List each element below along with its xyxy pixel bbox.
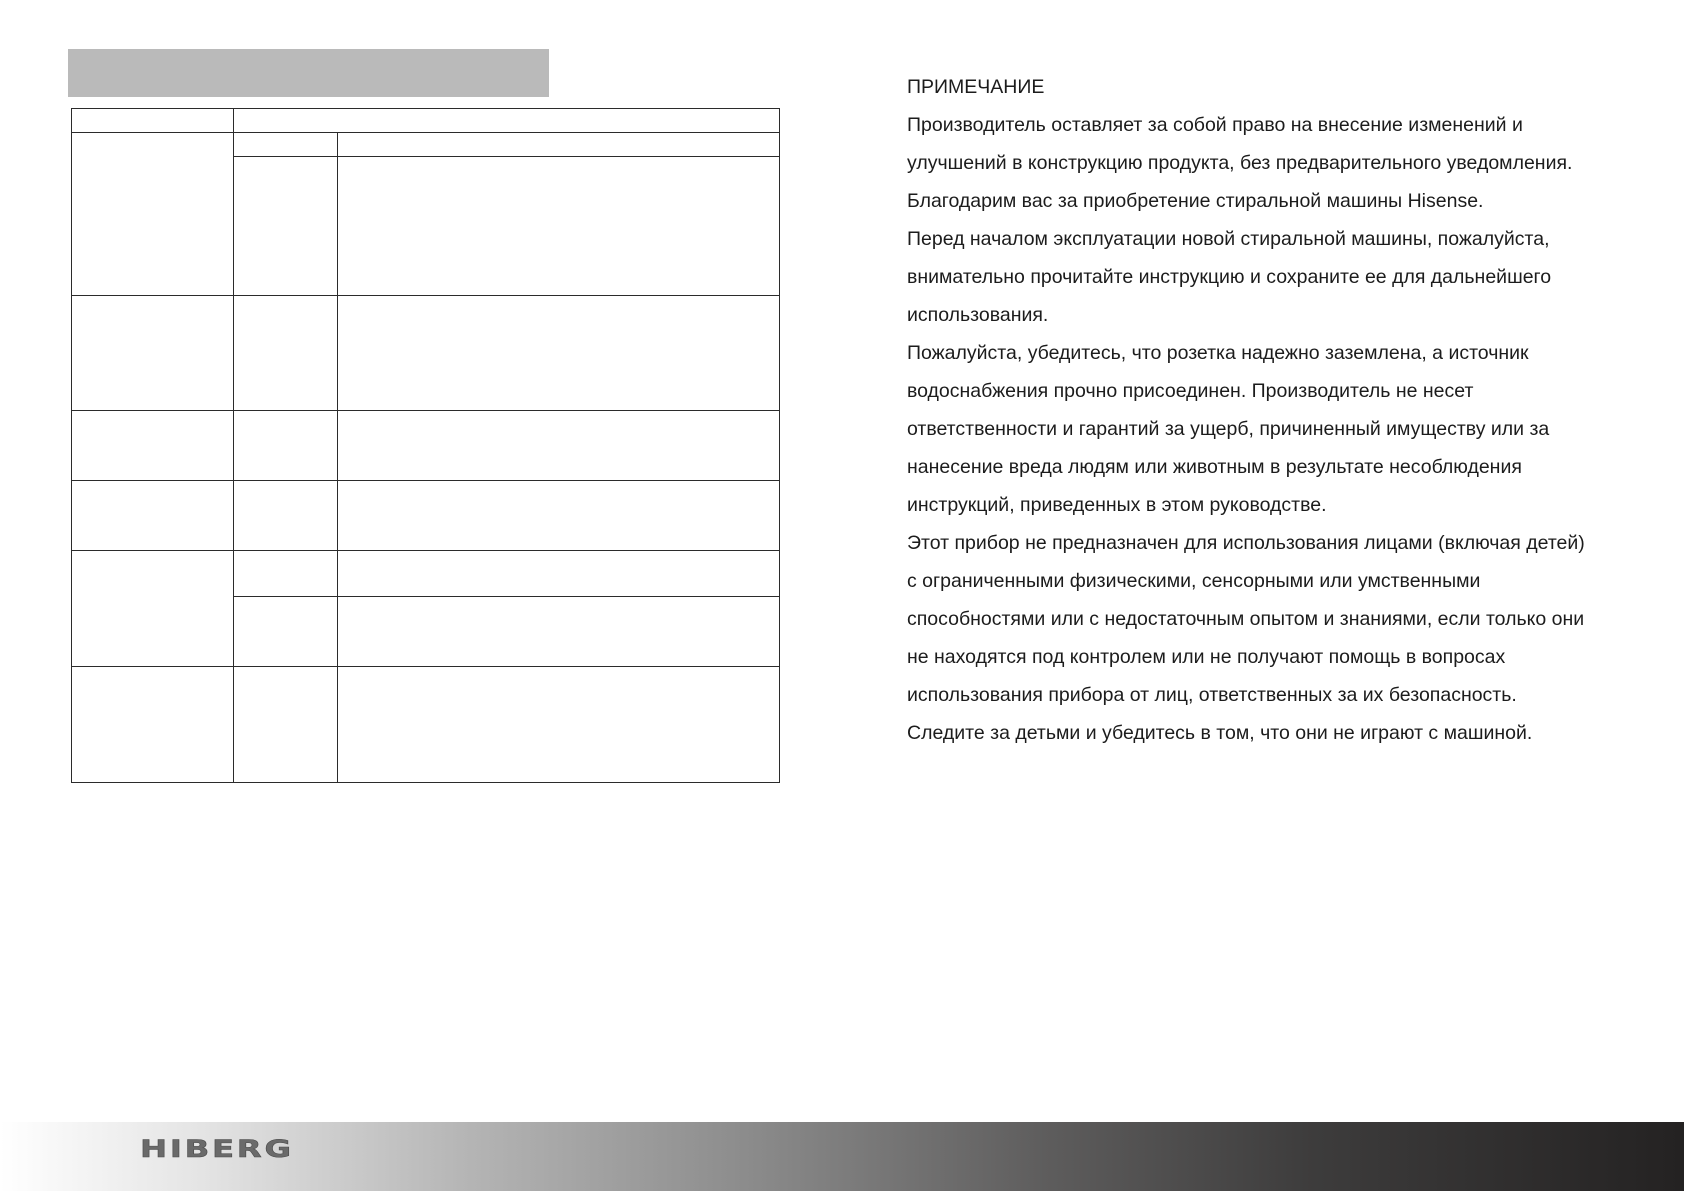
table-row — [72, 296, 780, 411]
table-row — [72, 667, 780, 783]
table-cell — [338, 597, 780, 667]
table-cell — [338, 133, 780, 157]
footer-bar — [0, 1122, 1684, 1191]
table-cell — [234, 133, 338, 157]
table-cell — [234, 667, 338, 783]
table-cell — [72, 411, 234, 481]
note-line: с ограниченными физическими, сенсорными или умственными — [907, 570, 1481, 592]
note-line: способностями или с недостаточным опытом и знаниями, если только они — [907, 608, 1585, 630]
table-cell — [234, 109, 780, 133]
table-cell — [234, 411, 338, 481]
note-section — [907, 68, 1647, 752]
note-line: Этот прибор не предназначен для использования лицами (включая детей) — [907, 532, 1585, 554]
table-row — [72, 133, 780, 157]
note-heading: ПРИМЕЧАНИЕ — [907, 76, 1045, 98]
table-cell — [72, 481, 234, 551]
note-line: Благодарим вас за приобретение стиральной машины Hisense. — [907, 190, 1484, 212]
table-cell — [72, 296, 234, 411]
table-cell — [72, 551, 234, 667]
table-row — [72, 481, 780, 551]
table-cell — [234, 551, 338, 597]
table-cell — [72, 667, 234, 783]
table-cell — [72, 133, 234, 296]
note-line: Перед началом эксплуатации новой стиральной машины, пожалуйста, — [907, 228, 1550, 250]
empty-spec-table — [71, 108, 780, 783]
note-line: Пожалуйста, убедитесь, что розетка надежно заземлена, а источник — [907, 342, 1529, 364]
note-line: использования прибора от лиц, ответственных за их безопасность. — [907, 684, 1517, 706]
table-cell — [234, 481, 338, 551]
table-row — [72, 551, 780, 597]
table-cell — [338, 157, 780, 296]
section-header-bar — [68, 49, 549, 97]
table-row — [72, 411, 780, 481]
note-line: внимательно прочитайте инструкцию и сохраните ее для дальнейшего — [907, 266, 1552, 288]
note-line: не находятся под контролем или не получают помощь в вопросах — [907, 646, 1506, 668]
note-line: ответственности и гарантий за ущерб, причиненный имуществу или за — [907, 418, 1550, 440]
table-cell — [338, 296, 780, 411]
table-cell — [338, 667, 780, 783]
brand-logo: HIBERG — [140, 1135, 294, 1163]
table-cell — [338, 481, 780, 551]
table-row — [72, 109, 780, 133]
table-cell — [234, 597, 338, 667]
note-line: Следите за детьми и убедитесь в том, что они не играют с машиной. — [907, 722, 1533, 744]
table-cell — [338, 551, 780, 597]
table-cell — [338, 411, 780, 481]
note-line: водоснабжения прочно присоединен. Производитель не несет — [907, 380, 1474, 402]
note-line: нанесение вреда людям или животным в результате несоблюдения — [907, 456, 1522, 478]
note-line: Производитель оставляет за собой право на внесение изменений и — [907, 114, 1523, 136]
note-line: улучшений в конструкцию продукта, без предварительного уведомления. — [907, 152, 1573, 174]
table-cell — [72, 109, 234, 133]
note-line: инструкций, приведенных в этом руководстве. — [907, 494, 1327, 516]
table-cell — [234, 157, 338, 296]
table-cell — [234, 296, 338, 411]
note-line: использования. — [907, 304, 1049, 326]
